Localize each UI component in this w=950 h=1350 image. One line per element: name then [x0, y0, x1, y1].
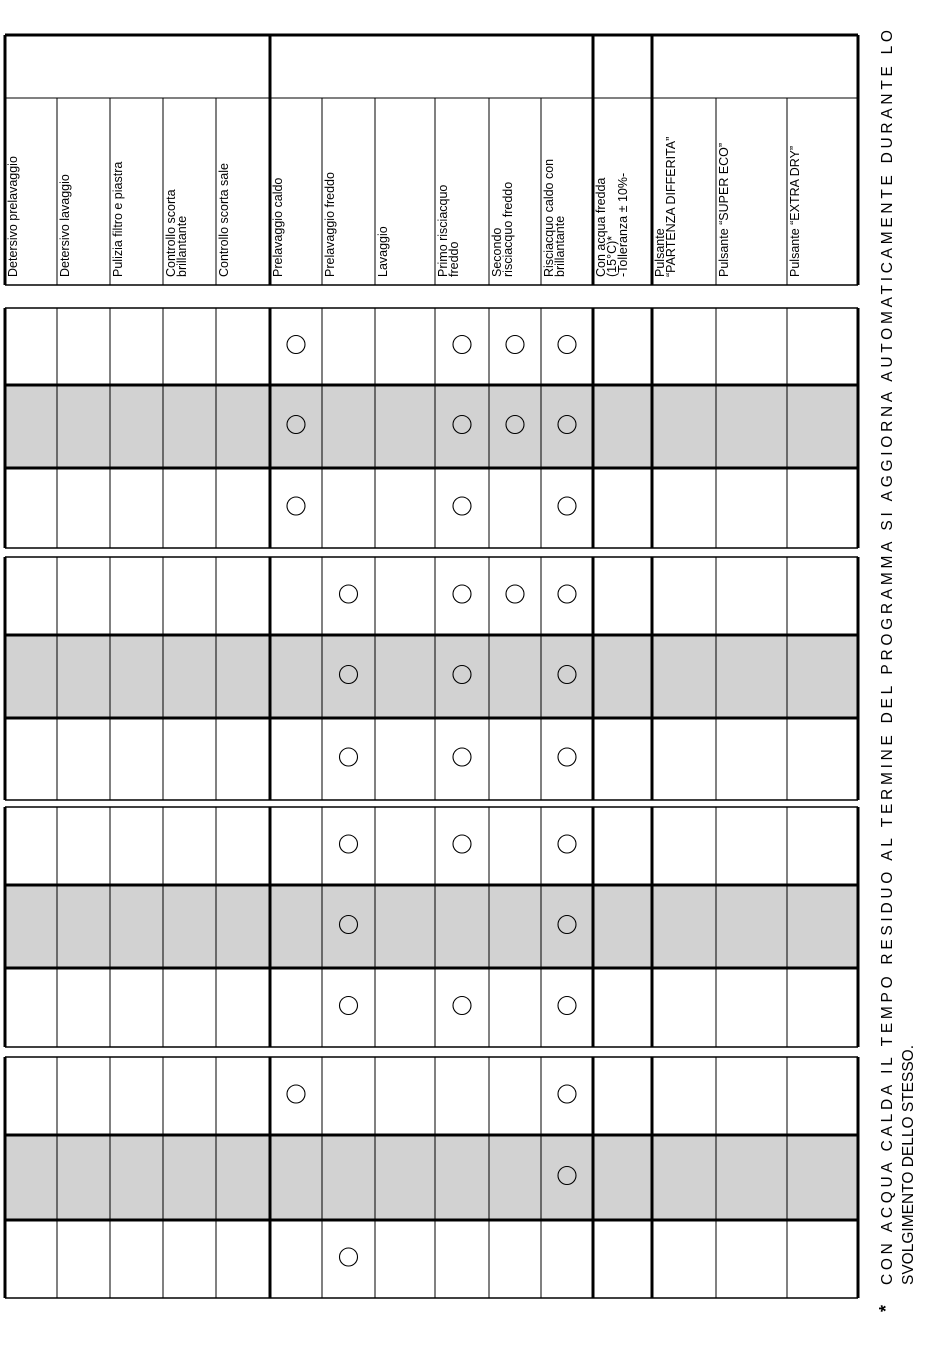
- column-header-1: [58, 174, 72, 277]
- shaded-row-1-1: [5, 635, 858, 718]
- column-header-3-line-1: brillantante: [175, 215, 189, 277]
- column-header-3: [164, 189, 189, 277]
- column-header-3-line-0: Controllo scorta: [164, 189, 178, 277]
- column-header-8-line-1: freddo: [447, 241, 461, 277]
- column-header-7-line-0: Lavaggio: [376, 226, 390, 277]
- column-header-13: [717, 143, 731, 277]
- column-headers-layer: [6, 137, 802, 277]
- column-header-12: [653, 137, 678, 277]
- column-header-12-line-0: Pulsante: [653, 228, 667, 277]
- footnote: [876, 30, 917, 1312]
- column-header-10-line-1: brillantante: [553, 215, 567, 277]
- column-header-2-line-0: Pulizia filtro e piastra: [111, 161, 125, 277]
- option-mark-1-0-10: [558, 585, 576, 603]
- column-header-7: [376, 226, 390, 277]
- footnote-line-2: SVOLGIMENTO DELLO STESSO.: [900, 1044, 917, 1285]
- option-mark-3-0-10: [558, 1085, 576, 1103]
- column-header-9-line-0: Secondo: [490, 227, 504, 277]
- column-header-13-line-0: Pulsante “SUPER ECO”: [717, 142, 731, 277]
- column-header-9-line-1: risciacquo freddo: [501, 181, 515, 277]
- option-mark-2-2-6: [340, 997, 358, 1015]
- column-header-2: [111, 162, 125, 277]
- option-mark-0-2-10: [558, 497, 576, 515]
- column-header-4: [217, 163, 231, 277]
- column-header-0: [6, 156, 20, 277]
- option-mark-0-0-9: [506, 336, 524, 354]
- option-mark-1-2-10: [558, 748, 576, 766]
- column-header-5: [271, 178, 285, 277]
- column-header-5-line-0: Prelavaggio caldo: [271, 177, 285, 277]
- column-header-14-line-0: Pulsante “EXTRA DRY”: [788, 145, 802, 277]
- column-header-1-line-0: Detersivo lavaggio: [58, 174, 72, 277]
- option-mark-2-0-8: [453, 835, 471, 853]
- option-mark-0-0-5: [287, 336, 305, 354]
- column-header-0-line-0: Detersivo prelavaggio: [6, 156, 20, 277]
- option-mark-0-0-8: [453, 336, 471, 354]
- shaded-row-3-1: [5, 1135, 858, 1220]
- shaded-row-0-1: [5, 385, 858, 468]
- column-header-8: [436, 185, 461, 277]
- option-mark-1-0-8: [453, 585, 471, 603]
- option-mark-3-2-6: [340, 1248, 358, 1266]
- column-header-11-line-2: -Tolleranza ± 10%-: [616, 172, 630, 277]
- shaded-row-2-1: [5, 885, 858, 968]
- column-header-12-line-1: “PARTENZA DIFFERITA”: [664, 136, 678, 277]
- column-header-6-line-0: Prelavaggio freddo: [323, 172, 337, 277]
- option-mark-1-2-8: [453, 748, 471, 766]
- column-header-10: [542, 159, 567, 277]
- column-header-9: [490, 182, 515, 277]
- option-mark-3-0-5: [287, 1085, 305, 1103]
- option-mark-2-2-8: [453, 997, 471, 1015]
- option-mark-1-2-6: [340, 748, 358, 766]
- shaded-rows-layer: [5, 385, 858, 1220]
- column-header-6: [323, 172, 337, 277]
- column-header-10-line-0: Risciacquo caldo con: [542, 158, 556, 277]
- option-mark-0-2-5: [287, 497, 305, 515]
- option-mark-0-2-8: [453, 497, 471, 515]
- option-mark-2-0-6: [340, 835, 358, 853]
- footnote-line-1: CON ACQUA CALDA IL TEMPO RESIDUO AL TERMINE DEL PROGRAMMA SI AGGIORNA AUTOMATICAMENTE DURANTE LO: [879, 30, 896, 1285]
- column-header-8-line-0: Primo risciacquo: [436, 184, 450, 277]
- option-mark-0-0-10: [558, 336, 576, 354]
- option-mark-2-2-10: [558, 997, 576, 1015]
- column-header-11-line-1: (15°C)*: [605, 235, 619, 277]
- option-mark-1-0-9: [506, 585, 524, 603]
- column-header-14: [788, 146, 802, 277]
- column-header-4-line-0: Controllo scorta sale: [217, 163, 231, 277]
- option-mark-2-0-10: [558, 835, 576, 853]
- column-header-11-line-0: Con acqua fredda: [594, 177, 608, 277]
- option-mark-1-0-6: [340, 585, 358, 603]
- column-header-11: [594, 173, 630, 277]
- footnote-asterisk: *: [876, 1304, 896, 1312]
